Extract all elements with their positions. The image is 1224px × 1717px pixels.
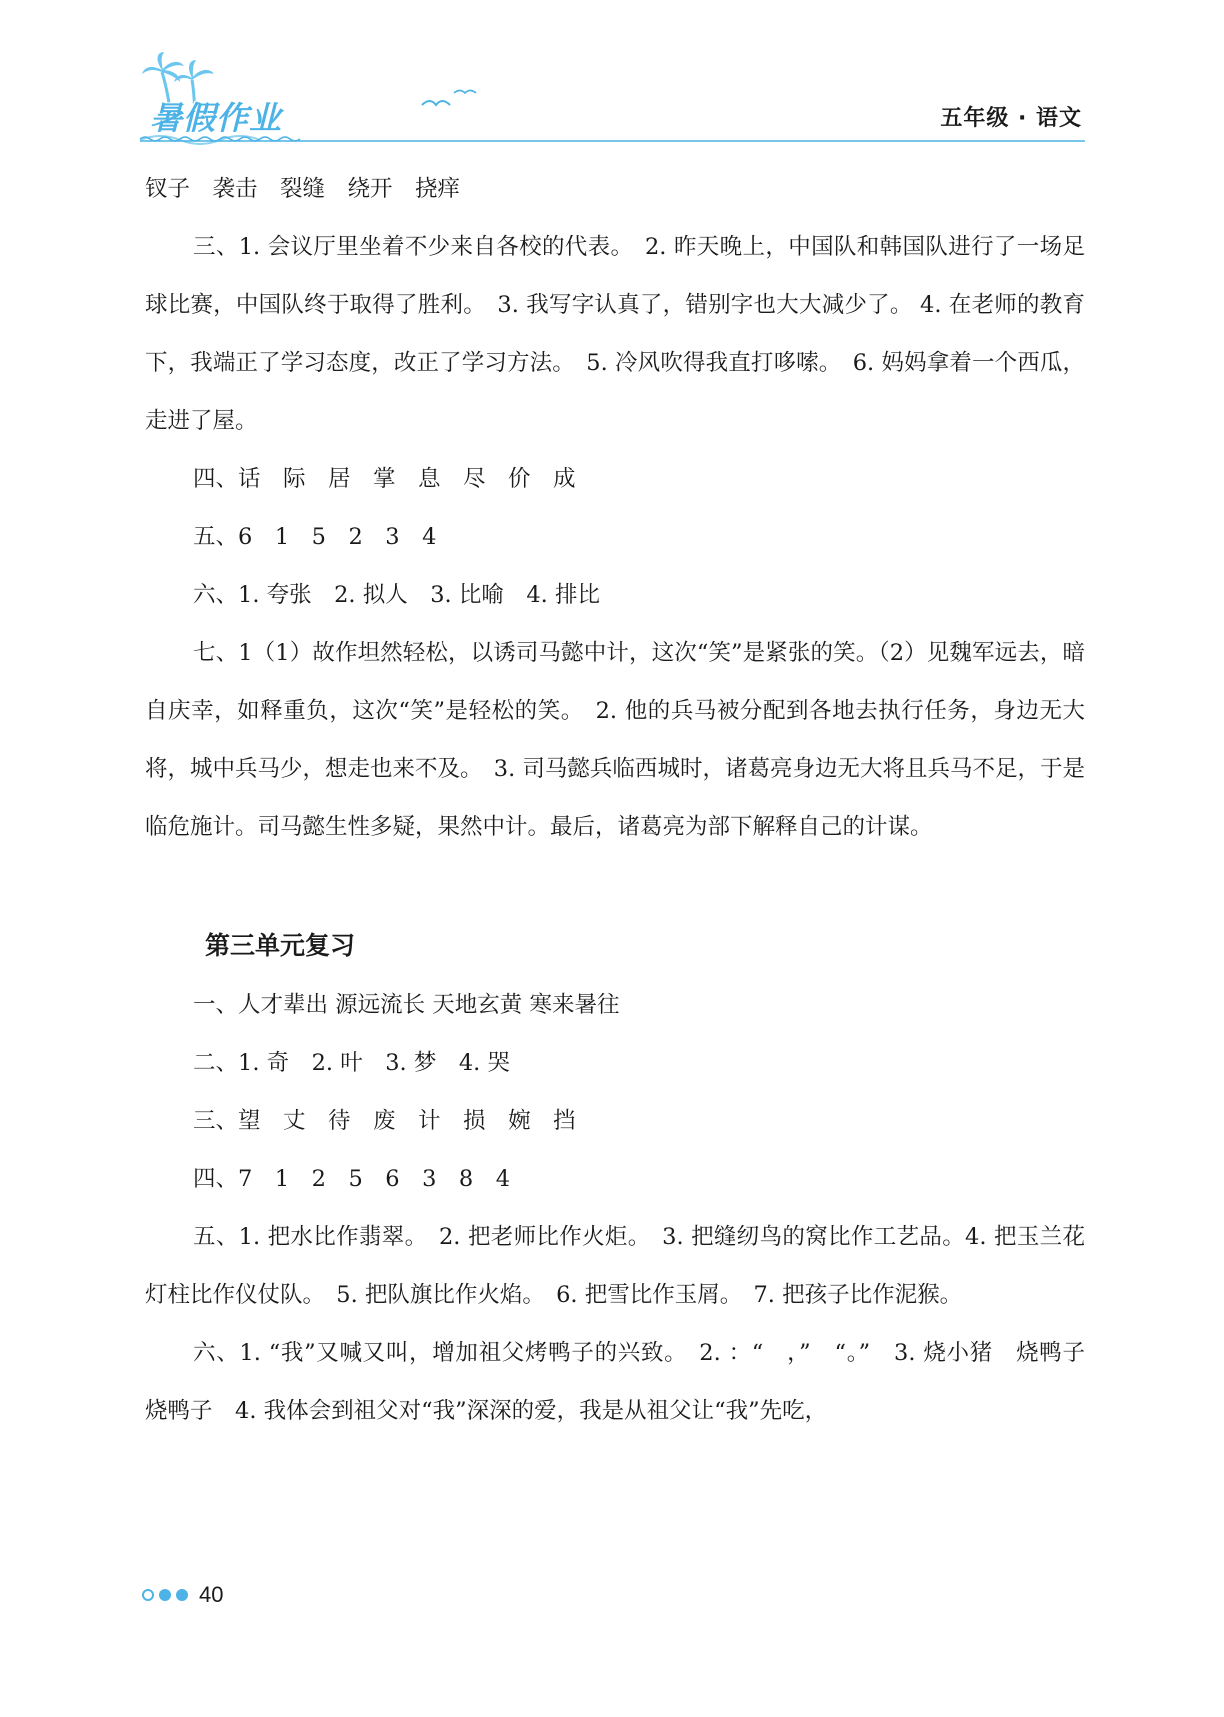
footer-dot-icon — [159, 1589, 171, 1601]
unit-answer-1: 一、人才辈出 源远流长 天地玄黄 寒来暑往 — [193, 992, 620, 1018]
footer-dot-icon — [142, 1589, 154, 1601]
unit-answer-6: 六、1. “我”又喊又叫，增加祖父烤鸭子的兴致。 2. ：“ ，” “。” 3. 烧小猪 烧鸭子 烧鸭子 4. 我体会到祖父对“我”深深的爱，我是从祖父让“我”先吃， — [145, 1340, 1108, 1424]
page-number: 40 — [199, 1582, 224, 1607]
answer-section-5: 五、6 1 5 2 3 4 — [193, 524, 437, 550]
unit-answer-4: 四、7 1 2 5 6 3 8 4 — [193, 1166, 511, 1192]
unit-answer-2: 二、1. 奇 2. 叶 3. 梦 4. 哭 — [193, 1050, 510, 1076]
logo-title: 暑假作业 — [150, 99, 283, 137]
footer-dot-icon — [176, 1589, 188, 1601]
seagull-icon — [420, 85, 480, 115]
grade-subject-label: 五年级 · 语文 — [940, 106, 1082, 131]
page-footer — [142, 1582, 223, 1608]
header-wave-divider — [140, 135, 1085, 143]
unit-answer-5: 五、1. 把水比作翡翠。 2. 把老师比作火炬。 3. 把缝纫鸟的窝比作工艺品。4. 把玉兰花灯柱比作仪仗队。 5. 把队旗比作火焰。 6. 把雪比作玉屑。 7. 把孩子比作泥猴。 — [145, 1224, 1085, 1308]
answer-section-7: 七、1（1）故作坦然轻松，以诱司马懿中计，这次“笑”是紧张的笑。（2）见魏军远去，暗自庆幸，如释重负，这次“笑”是轻松的笑。 2. 他的兵马被分配到各地去执行任务，身边无大将，城中兵马少，想走也来不及。 3. 司马懿兵临西城时，诸葛亮身边无大将且兵马不足，于是临危施计。司马懿生性多疑，果然中计。最后，诸葛亮为部下解释自己的计谋。 — [145, 640, 1085, 840]
answer-line-words: 钗子 袭击 裂缝 绕开 挠痒 — [145, 176, 461, 202]
unit-answer-3: 三、望 丈 待 废 计 损 婉 挡 — [193, 1108, 576, 1134]
page-header — [0, 0, 1224, 150]
answer-content — [145, 160, 1108, 1440]
spacer — [145, 856, 1085, 916]
answer-section-6: 六、1. 夸张 2. 拟人 3. 比喻 4. 排比 — [193, 582, 600, 608]
unit-review-title: 第三单元复习 — [205, 931, 356, 960]
answer-section-3: 三、1. 会议厅里坐着不少来自各校的代表。 2. 昨天晚上，中国队和韩国队进行了一场足球比赛，中国队终于取得了胜利。 3. 我写字认真了，错别字也大大减少了。 4. 在老师的教育下，我端正了学习态度，改正了学习方法。 5. 冷风吹得我直打哆嗦。 6. 妈妈拿着一个西瓜，走进了屋。 — [145, 234, 1085, 434]
answer-section-4: 四、话 际 居 掌 息 尽 价 成 — [193, 466, 576, 492]
